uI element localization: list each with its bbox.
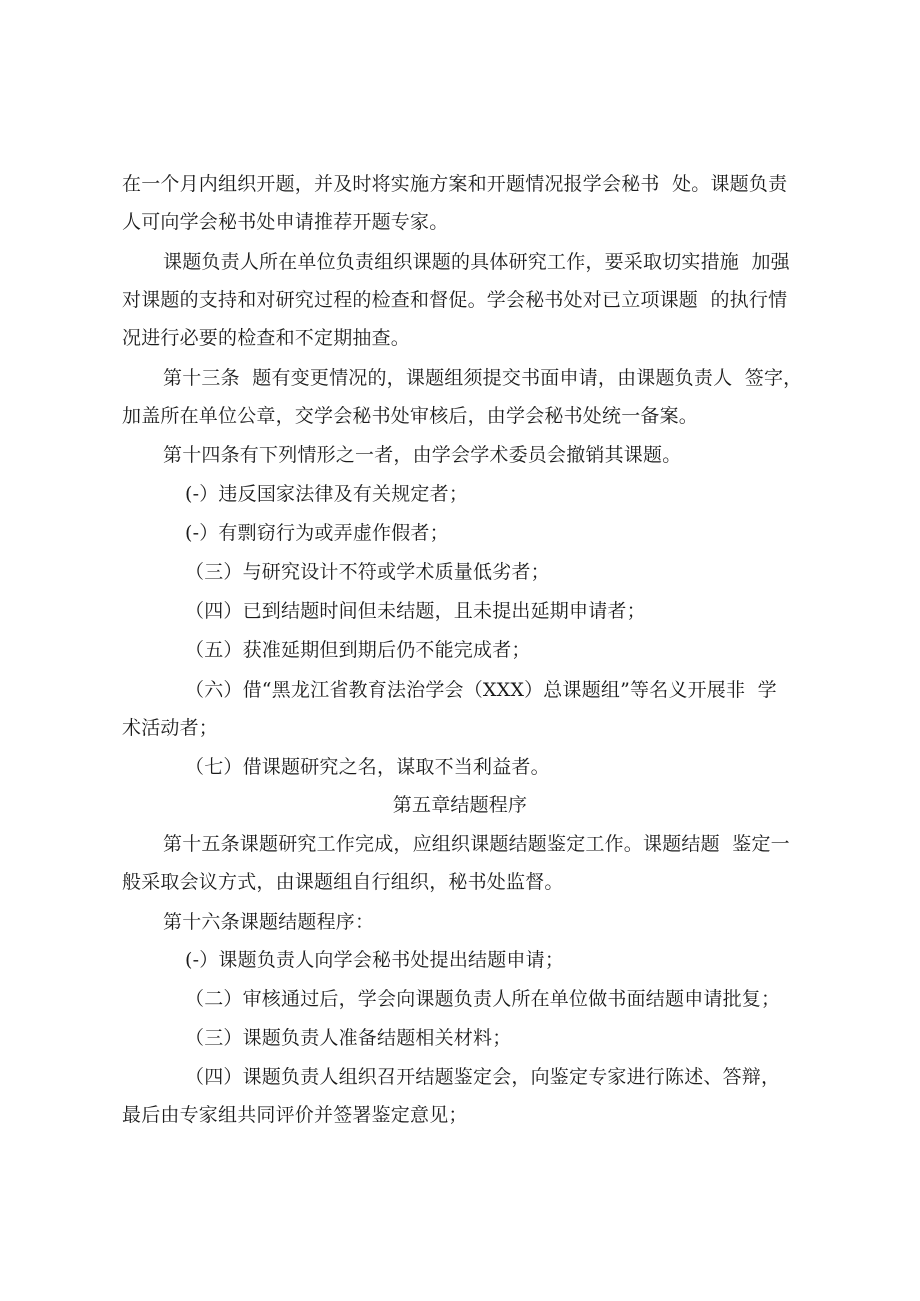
article-13-line: 第十三条 题有变更情况的，课题组须提交书面申请，由课题负责人 签字，: [163, 367, 803, 389]
list-item: （三）与研究设计不符或学术质量低劣者；: [185, 561, 550, 583]
list-item: （三）课题负责人准备结题相关材料；: [185, 1027, 512, 1049]
list-item-continuation: 术活动者；: [122, 717, 219, 739]
paragraph-line: 在一个月内组织开题，并及时将实施方案和开题情况报学会秘书 处。课题负责: [122, 173, 788, 195]
list-item-continuation: 最后由专家组共同评价并签署鉴定意见；: [122, 1104, 468, 1126]
paragraph-line: 况进行必要的检查和不定期抽查。: [122, 327, 411, 349]
paragraph-line: 般采取会议方式，由课题组自行组织，秘书处监督。: [122, 871, 564, 893]
article-14-line: 第十四条有下列情形之一者，由学会学术委员会撤销其课题。: [163, 444, 682, 466]
list-item: （六）借“黑龙江省教育法治学会（XXX）总课题组”等名义开展非 学: [185, 679, 777, 701]
list-item: （二）审核通过后，学会向课题负责人所在单位做书面结题申请批复；: [185, 988, 781, 1010]
article-15-line: 第十五条课题研究工作完成，应组织课题结题鉴定工作。课题结题 鉴定一: [163, 833, 790, 855]
list-item: (-）有剽窃行为或弄虚作假者；: [185, 522, 449, 544]
paragraph-line: 加盖所在单位公章，交学会秘书处审核后，由学会秘书处统一备案。: [122, 405, 699, 427]
paragraph-line: 对课题的支持和对研究过程的检查和督促。学会秘书处对已立项课题 的执行情: [122, 289, 788, 311]
paragraph-line: 人可向学会秘书处申请推荐开题专家。: [122, 211, 449, 233]
list-item: （四）课题负责人组织召开结题鉴定会，向鉴定专家进行陈述、答辩，: [185, 1066, 781, 1088]
list-item: （五）获准延期但到期后仍不能完成者；: [185, 639, 531, 661]
list-item: (-）课题负责人向学会秘书处提出结题申请；: [185, 949, 565, 971]
chapter-heading: 第五章结题程序: [392, 794, 528, 816]
list-item: （四）已到结题时间但未结题，且未提出延期申请者；: [185, 600, 646, 622]
article-16-line: 第十六条课题结题程序：: [163, 911, 375, 933]
list-item: （七）借课题研究之名，谋取不当利益者。: [185, 756, 550, 778]
paragraph-line: 课题负责人所在单位负责组织课题的具体研究工作，要采取切实措施 加强: [163, 251, 790, 273]
list-item: (-）违反国家法律及有关规定者；: [185, 483, 469, 505]
